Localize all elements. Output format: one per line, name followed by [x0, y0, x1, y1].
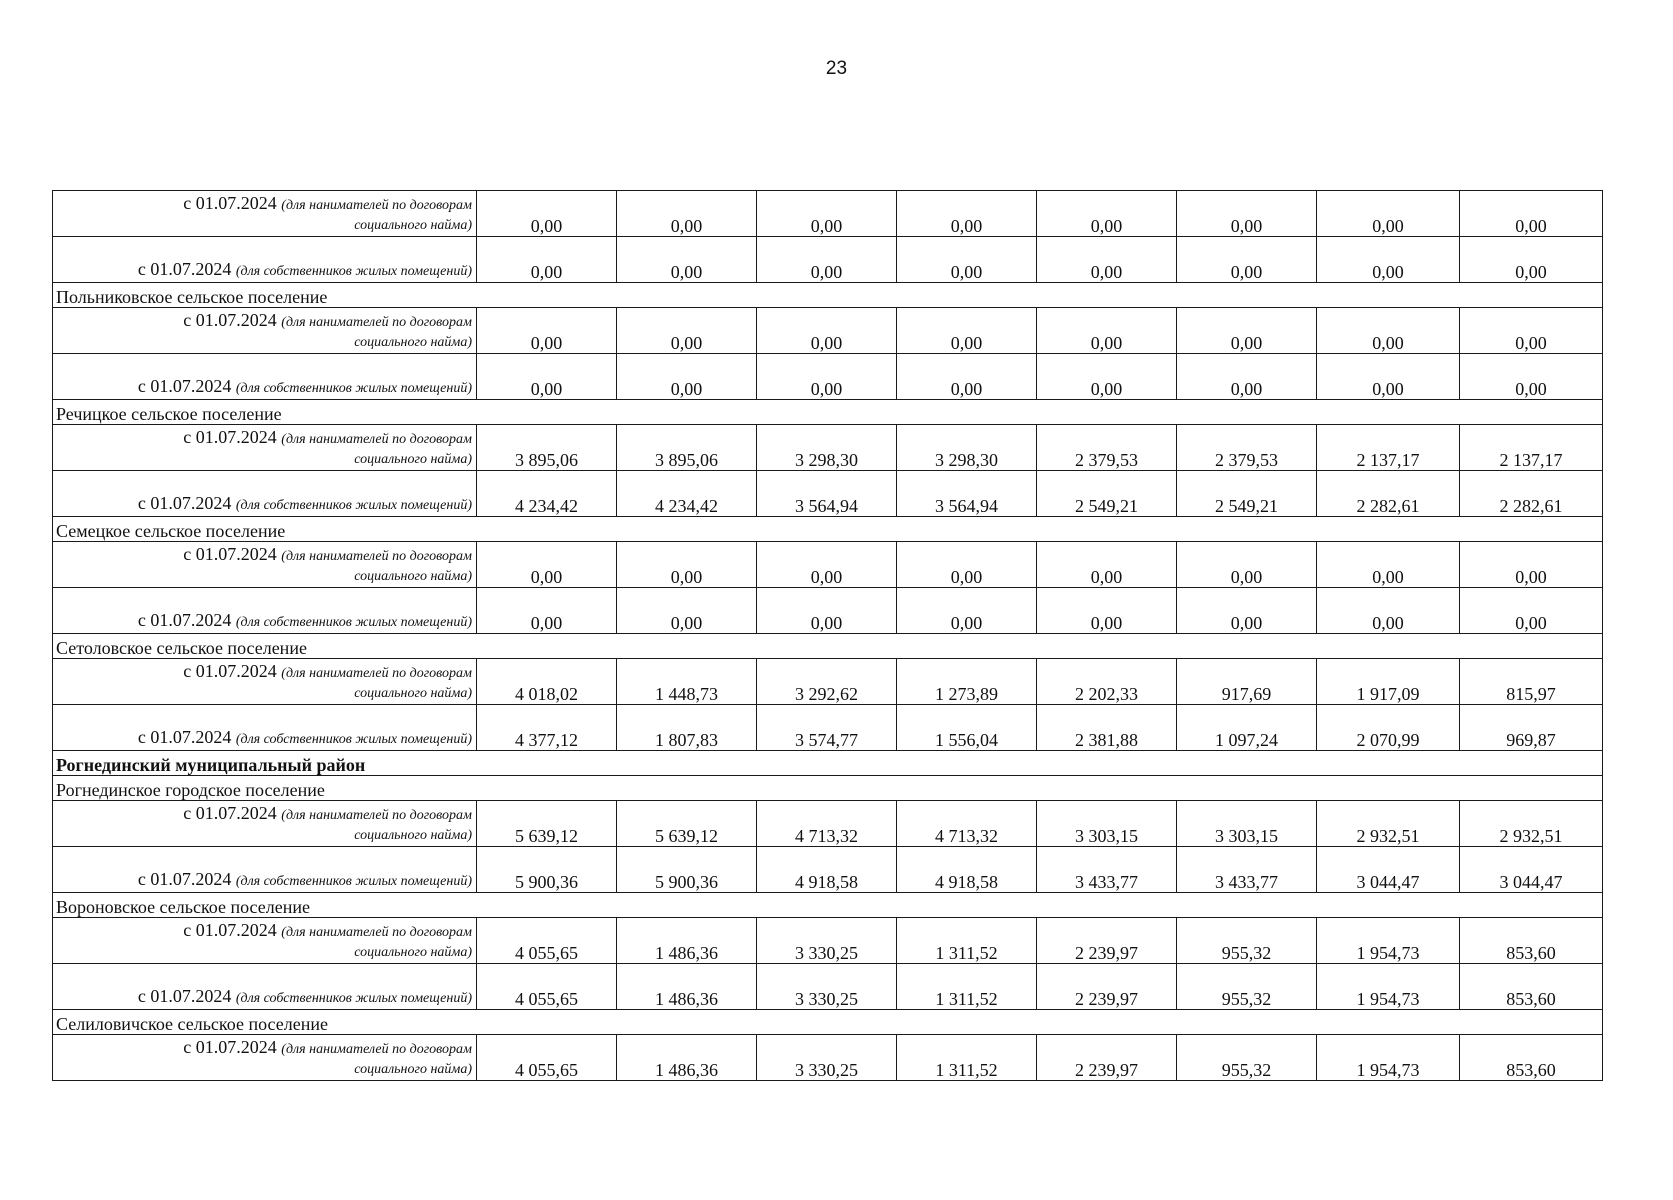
value-cell: 0,00: [897, 542, 1037, 588]
value-cell: 3 574,77: [757, 705, 897, 751]
section-title: Польниковское сельское поселение: [53, 283, 1603, 308]
value-cell: 955,32: [1177, 1035, 1317, 1081]
value-cell: 2 239,97: [1037, 918, 1177, 964]
tenants-row: [53, 542, 1603, 588]
value-cell: 4 377,12: [477, 705, 617, 751]
value-cell: 0,00: [1177, 588, 1317, 634]
value-cell: 2 549,21: [1037, 471, 1177, 517]
value-cell: 4 713,32: [897, 801, 1037, 847]
page-number: 23: [825, 58, 848, 79]
row-note: (для собственников жилых помещений): [235, 732, 472, 747]
row-label-line1: [57, 427, 472, 450]
row-note-line2: социального найма): [354, 569, 472, 584]
value-cell: 0,00: [1460, 542, 1603, 588]
value-cell: 3 433,77: [1177, 847, 1317, 893]
value-cell: 3 564,94: [757, 471, 897, 517]
value-cell: 0,00: [1317, 308, 1460, 354]
row-label-line1: [57, 310, 472, 333]
row-note: (для нанимателей по договорам: [281, 808, 472, 823]
value-cell: 1 311,52: [897, 1035, 1037, 1081]
value-cell: 2 070,99: [1317, 705, 1460, 751]
row-note: (для собственников жилых помещений): [235, 991, 472, 1006]
value-cell: 955,32: [1177, 964, 1317, 1010]
section-title: Семецкое сельское поселение: [53, 517, 1603, 542]
value-cell: 2 282,61: [1460, 471, 1603, 517]
row-note: (для нанимателей по договорам: [281, 666, 472, 681]
value-cell: 2 239,97: [1037, 964, 1177, 1010]
value-cell: 853,60: [1460, 1035, 1603, 1081]
row-date: с 01.07.2024: [183, 193, 277, 213]
row-label: [53, 705, 477, 751]
value-cell: 3 303,15: [1037, 801, 1177, 847]
owners-row: [53, 588, 1603, 634]
row-label: [53, 1035, 477, 1081]
value-cell: 0,00: [1317, 354, 1460, 400]
row-label: [53, 542, 477, 588]
value-cell: 0,00: [1177, 308, 1317, 354]
row-date: с 01.07.2024: [137, 259, 232, 279]
row-note: (для нанимателей по договорам: [281, 925, 472, 940]
value-cell: 0,00: [1460, 308, 1603, 354]
row-date: с 01.07.2024: [183, 427, 277, 447]
tenants-row: [53, 1035, 1603, 1081]
value-cell: 0,00: [757, 354, 897, 400]
value-cell: 4 918,58: [757, 847, 897, 893]
value-cell: 4 055,65: [477, 964, 617, 1010]
value-cell: 1 807,83: [617, 705, 757, 751]
value-cell: 4 234,42: [477, 471, 617, 517]
value-cell: 5 900,36: [477, 847, 617, 893]
value-cell: 2 137,17: [1460, 425, 1603, 471]
tenants-row: [53, 425, 1603, 471]
row-note-line2: социального найма): [354, 686, 472, 701]
row-note: (для нанимателей по договорам: [281, 432, 472, 447]
value-cell: 0,00: [617, 308, 757, 354]
section-row: [53, 893, 1603, 918]
section-row: [53, 400, 1603, 425]
row-label-line1: [57, 661, 472, 684]
value-cell: 4 713,32: [757, 801, 897, 847]
value-cell: 1 486,36: [617, 964, 757, 1010]
value-cell: 3 330,25: [757, 1035, 897, 1081]
row-label: [53, 471, 477, 517]
row-note-line2: социального найма): [354, 1062, 472, 1077]
value-cell: 3 044,47: [1460, 847, 1603, 893]
value-cell: 0,00: [1177, 191, 1317, 237]
value-cell: 2 932,51: [1460, 801, 1603, 847]
value-cell: 969,87: [1460, 705, 1603, 751]
value-cell: 3 895,06: [477, 425, 617, 471]
row-label: [53, 659, 477, 705]
tenants-row: [53, 191, 1603, 237]
section-title: Сетоловское сельское поселение: [53, 634, 1603, 659]
value-cell: 0,00: [477, 191, 617, 237]
row-label: [53, 308, 477, 354]
owners-row: [53, 237, 1603, 283]
row-date: с 01.07.2024: [183, 661, 277, 681]
value-cell: 5 639,12: [477, 801, 617, 847]
value-cell: 3 298,30: [897, 425, 1037, 471]
tenants-row: [53, 308, 1603, 354]
value-cell: 2 549,21: [1177, 471, 1317, 517]
value-cell: 0,00: [1460, 588, 1603, 634]
value-cell: 0,00: [757, 542, 897, 588]
value-cell: 1 954,73: [1317, 964, 1460, 1010]
value-cell: 2 381,88: [1037, 705, 1177, 751]
row-date: с 01.07.2024: [137, 869, 232, 889]
value-cell: 3 044,47: [1317, 847, 1460, 893]
value-cell: 3 895,06: [617, 425, 757, 471]
value-cell: 5 639,12: [617, 801, 757, 847]
tariff-body: [53, 191, 1603, 1081]
row-date: с 01.07.2024: [183, 544, 277, 564]
value-cell: 0,00: [1177, 354, 1317, 400]
value-cell: 0,00: [1037, 588, 1177, 634]
value-cell: 3 433,77: [1037, 847, 1177, 893]
row-label-line1: [57, 544, 472, 567]
row-label: [53, 964, 477, 1010]
value-cell: 0,00: [1037, 237, 1177, 283]
section-row: [53, 517, 1603, 542]
section-title: Селиловичское сельское поселение: [53, 1010, 1603, 1035]
row-note-line2: социального найма): [354, 452, 472, 467]
value-cell: 3 330,25: [757, 918, 897, 964]
section-row: [53, 1010, 1603, 1035]
row-date: с 01.07.2024: [183, 803, 277, 823]
row-date: с 01.07.2024: [137, 376, 232, 396]
value-cell: 5 900,36: [617, 847, 757, 893]
owners-row: [53, 354, 1603, 400]
row-date: с 01.07.2024: [137, 727, 232, 747]
value-cell: 0,00: [617, 237, 757, 283]
row-note: (для нанимателей по договорам: [281, 198, 472, 213]
row-note: (для нанимателей по договорам: [281, 315, 472, 330]
value-cell: 0,00: [1460, 354, 1603, 400]
value-cell: 815,97: [1460, 659, 1603, 705]
value-cell: 3 292,62: [757, 659, 897, 705]
tenants-row: [53, 659, 1603, 705]
value-cell: 0,00: [1460, 191, 1603, 237]
section-row: [53, 776, 1603, 801]
value-cell: 1 486,36: [617, 918, 757, 964]
value-cell: 1 311,52: [897, 964, 1037, 1010]
value-cell: 0,00: [617, 588, 757, 634]
value-cell: 0,00: [617, 191, 757, 237]
value-cell: 0,00: [1037, 191, 1177, 237]
value-cell: 1 556,04: [897, 705, 1037, 751]
value-cell: 0,00: [617, 354, 757, 400]
owners-row: [53, 847, 1603, 893]
value-cell: 0,00: [1037, 542, 1177, 588]
row-note-line2: социального найма): [354, 945, 472, 960]
value-cell: 0,00: [477, 588, 617, 634]
row-label-line1: [57, 920, 472, 943]
value-cell: 0,00: [477, 354, 617, 400]
row-label: [53, 425, 477, 471]
value-cell: 3 330,25: [757, 964, 897, 1010]
value-cell: 3 303,15: [1177, 801, 1317, 847]
value-cell: 4 918,58: [897, 847, 1037, 893]
value-cell: 1 486,36: [617, 1035, 757, 1081]
row-label-line1: [57, 803, 472, 826]
value-cell: 1 954,73: [1317, 1035, 1460, 1081]
value-cell: 0,00: [757, 308, 897, 354]
row-note: (для нанимателей по договорам: [281, 1042, 472, 1057]
value-cell: 1 954,73: [1317, 918, 1460, 964]
tenants-row: [53, 801, 1603, 847]
value-cell: 0,00: [477, 308, 617, 354]
owners-row: [53, 471, 1603, 517]
value-cell: 2 202,33: [1037, 659, 1177, 705]
value-cell: 2 932,51: [1317, 801, 1460, 847]
row-note: (для нанимателей по договорам: [281, 549, 472, 564]
row-date: с 01.07.2024: [137, 610, 232, 630]
value-cell: 0,00: [1460, 237, 1603, 283]
row-label: [53, 801, 477, 847]
value-cell: 0,00: [757, 191, 897, 237]
value-cell: 0,00: [897, 237, 1037, 283]
value-cell: 853,60: [1460, 918, 1603, 964]
row-label: [53, 918, 477, 964]
row-note: (для собственников жилых помещений): [235, 264, 472, 279]
row-label: [53, 191, 477, 237]
row-date: с 01.07.2024: [183, 1037, 277, 1057]
value-cell: 0,00: [1037, 308, 1177, 354]
value-cell: 1 097,24: [1177, 705, 1317, 751]
value-cell: 0,00: [897, 588, 1037, 634]
row-label: [53, 847, 477, 893]
row-note-line2: социального найма): [354, 218, 472, 233]
district-row: [53, 751, 1603, 776]
value-cell: 0,00: [1317, 191, 1460, 237]
owners-row: [53, 964, 1603, 1010]
row-note: (для собственников жилых помещений): [235, 381, 472, 396]
tenants-row: [53, 918, 1603, 964]
section-title: Рогнединское городское поселение: [53, 776, 1603, 801]
value-cell: 1 448,73: [617, 659, 757, 705]
value-cell: 4 234,42: [617, 471, 757, 517]
value-cell: 0,00: [757, 588, 897, 634]
row-note: (для собственников жилых помещений): [235, 874, 472, 889]
row-label: [53, 354, 477, 400]
row-date: с 01.07.2024: [183, 920, 277, 940]
value-cell: 0,00: [1317, 237, 1460, 283]
value-cell: 3 298,30: [757, 425, 897, 471]
value-cell: 0,00: [897, 354, 1037, 400]
section-title: Речицкое сельское поселение: [53, 400, 1603, 425]
value-cell: 4 055,65: [477, 1035, 617, 1081]
row-note: (для собственников жилых помещений): [235, 498, 472, 513]
row-note-line2: социального найма): [354, 335, 472, 350]
value-cell: 0,00: [897, 191, 1037, 237]
row-date: с 01.07.2024: [137, 986, 232, 1006]
value-cell: 1 311,52: [897, 918, 1037, 964]
value-cell: 2 239,97: [1037, 1035, 1177, 1081]
value-cell: 853,60: [1460, 964, 1603, 1010]
section-row: [53, 634, 1603, 659]
row-note-line2: социального найма): [354, 828, 472, 843]
row-label: [53, 237, 477, 283]
value-cell: 4 055,65: [477, 918, 617, 964]
value-cell: 0,00: [1317, 588, 1460, 634]
row-note: (для собственников жилых помещений): [235, 615, 472, 630]
value-cell: 0,00: [757, 237, 897, 283]
value-cell: 1 273,89: [897, 659, 1037, 705]
value-cell: 0,00: [617, 542, 757, 588]
value-cell: 0,00: [897, 308, 1037, 354]
district-title: Рогнединский муниципальный район: [53, 751, 1603, 776]
value-cell: 0,00: [477, 542, 617, 588]
row-label-line1: [57, 193, 472, 216]
value-cell: 2 379,53: [1177, 425, 1317, 471]
section-row: [53, 283, 1603, 308]
value-cell: 0,00: [1177, 542, 1317, 588]
owners-row: [53, 705, 1603, 751]
value-cell: 2 137,17: [1317, 425, 1460, 471]
value-cell: 0,00: [1037, 354, 1177, 400]
row-date: с 01.07.2024: [183, 310, 277, 330]
section-title: Вороновское сельское поселение: [53, 893, 1603, 918]
value-cell: 0,00: [477, 237, 617, 283]
tariff-table: [52, 190, 1603, 1081]
value-cell: 4 018,02: [477, 659, 617, 705]
value-cell: 955,32: [1177, 918, 1317, 964]
row-label: [53, 588, 477, 634]
row-label-line1: [57, 1037, 472, 1060]
value-cell: 2 282,61: [1317, 471, 1460, 517]
value-cell: 2 379,53: [1037, 425, 1177, 471]
value-cell: 3 564,94: [897, 471, 1037, 517]
value-cell: 0,00: [1177, 237, 1317, 283]
value-cell: 0,00: [1317, 542, 1460, 588]
value-cell: 917,69: [1177, 659, 1317, 705]
value-cell: 1 917,09: [1317, 659, 1460, 705]
row-date: с 01.07.2024: [137, 493, 232, 513]
